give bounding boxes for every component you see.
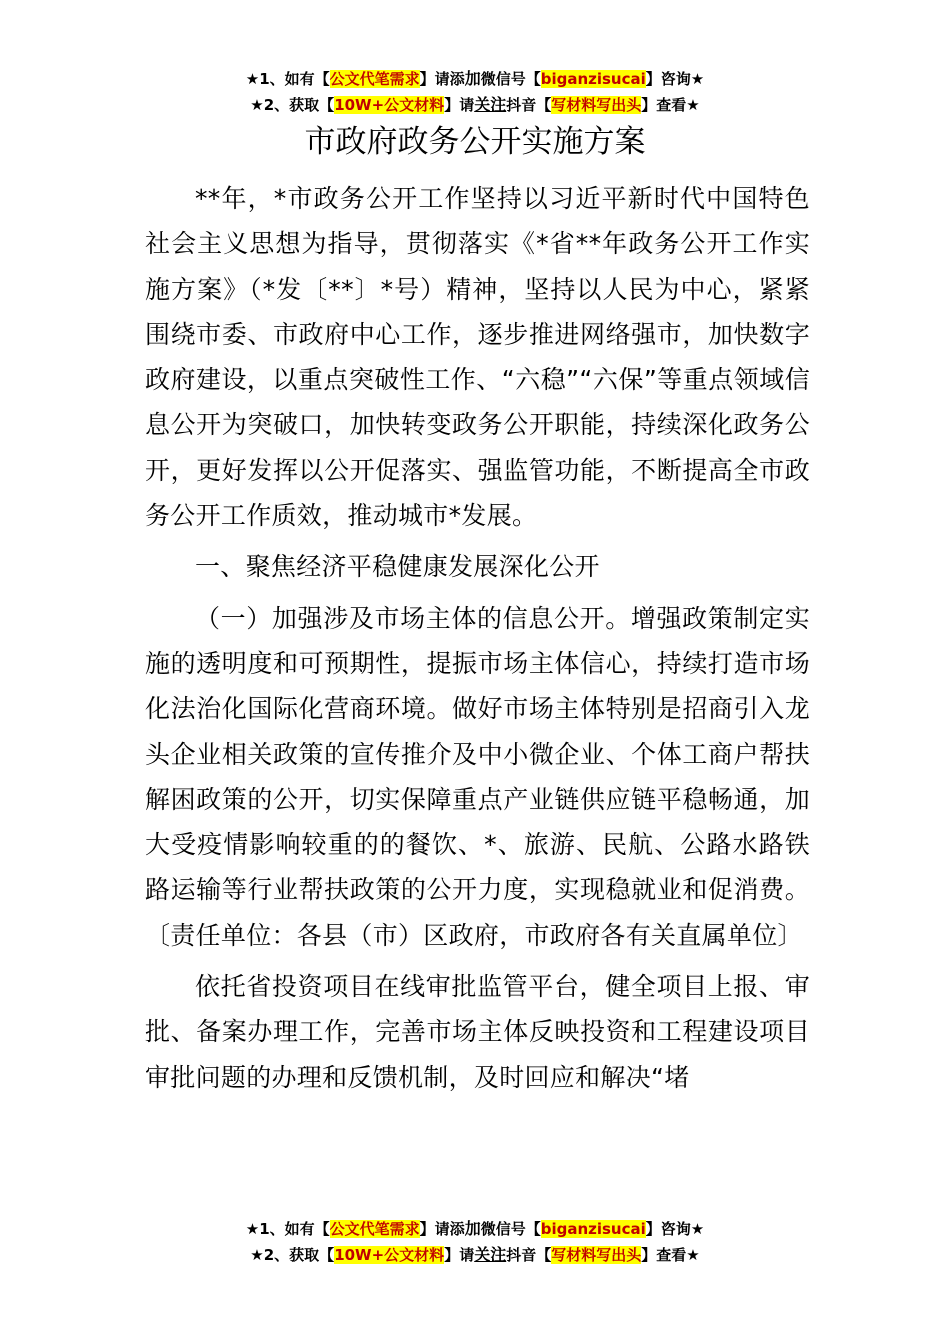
promo-highlight-materials: 10W+公文材料 xyxy=(334,1246,445,1264)
promo-highlight-douyin-account: 写材料写出头 xyxy=(551,1246,642,1264)
promo-line-1-suffix: 】咨询★ xyxy=(645,1220,705,1238)
document-title: 市政府政务公开实施方案 xyxy=(304,124,646,160)
promo-highlight-wechat-id: biganzisucai xyxy=(540,70,646,88)
section-heading-1: 一、聚焦经济平稳健康发展深化公开 xyxy=(195,552,600,582)
promo-line-2 xyxy=(0,1242,950,1268)
promo-line-1-mid: 】请添 xyxy=(419,70,465,88)
promo-emphasis-add: 加 xyxy=(464,69,481,88)
promo-line-1 xyxy=(0,1216,950,1242)
promo-line-2-mid2: 抖音【 xyxy=(506,1246,552,1264)
promo-highlight-douyin-account: 写材料写出头 xyxy=(551,96,642,114)
promo-line-2-mid: 】请 xyxy=(444,1246,475,1264)
promo-highlight-materials: 10W+公文材料 xyxy=(334,96,445,114)
promo-line-2-suffix: 】查看★ xyxy=(641,1246,700,1264)
promo-line-1-mid: 】请添 xyxy=(419,1220,465,1238)
promo-line-1-mid2: 微信号【 xyxy=(480,70,541,88)
document-body xyxy=(145,176,810,1100)
subsection-paragraph-1: （一）加强涉及市场主体的信息公开。增强政策制定实施的透明度和可预期性，提振市场主体信心，持续打造市场化法治化国际化营商环境。做好市场主体特别是招商引入龙头企业相关政策的宣传推介及中小微企业、个体工商户帮扶解困政策的公开，切实保障重点产业链供应链平稳畅通，加大受疫情影响较重的的餐饮、*、旅游、民航、公路水路铁路运输等行业帮扶政策的公开力度，实现稳就业和促消费。〔责任单位：各县（市）区政府，市政府各有关直属单位〕 xyxy=(145,603,810,950)
promo-emphasis-follow: 关注 xyxy=(474,1245,507,1264)
promo-emphasis-follow: 关注 xyxy=(474,95,507,114)
promo-line-2-prefix: ★2、获取【 xyxy=(250,96,335,114)
promo-line-2 xyxy=(0,92,950,118)
promo-line-2-suffix: 】查看★ xyxy=(641,96,700,114)
promo-line-1 xyxy=(0,66,950,92)
header-promo-banner xyxy=(0,66,950,118)
promo-line-1-prefix: ★1、如有【 xyxy=(245,1220,330,1238)
promo-highlight-wechat-id: biganzisucai xyxy=(540,1220,646,1238)
promo-line-2-mid2: 抖音【 xyxy=(506,96,552,114)
promo-line-2-prefix: ★2、获取【 xyxy=(250,1246,335,1264)
promo-line-1-mid2: 微信号【 xyxy=(480,1220,541,1238)
promo-highlight-writing-service: 公文代笔需求 xyxy=(329,1220,420,1238)
intro-paragraph: **年，*市政务公开工作坚持以习近平新时代中国特色社会主义思想为指导，贯彻落实《*省**年政务公开工作实施方案》（*发〔**〕*号）精神，坚持以人民为中心，紧紧围绕市委、市政府中心工作，逐步推进网络强市，加快数字政府建设，以重点突破性工作、“六稳”“六保”等重点领域信息公开为突破口，加快转变政务公开职能，持续深化政务公开，更好发挥以公开促落实、强监管功能，不断提高全市政务公开工作质效，推动城市*发展。 xyxy=(145,184,810,531)
promo-highlight-writing-service: 公文代笔需求 xyxy=(329,70,420,88)
promo-line-2-mid: 】请 xyxy=(444,96,475,114)
footer-promo-banner xyxy=(0,1216,950,1268)
promo-emphasis-add: 加 xyxy=(464,1219,481,1238)
promo-line-1-prefix: ★1、如有【 xyxy=(245,70,330,88)
promo-line-1-suffix: 】咨询★ xyxy=(645,70,705,88)
body-paragraph-investment: 依托省投资项目在线审批监管平台，健全项目上报、审批、备案办理工作，完善市场主体反映投资和工程建设项目审批问题的办理和反馈机制，及时回应和解决“堵 xyxy=(145,972,810,1092)
